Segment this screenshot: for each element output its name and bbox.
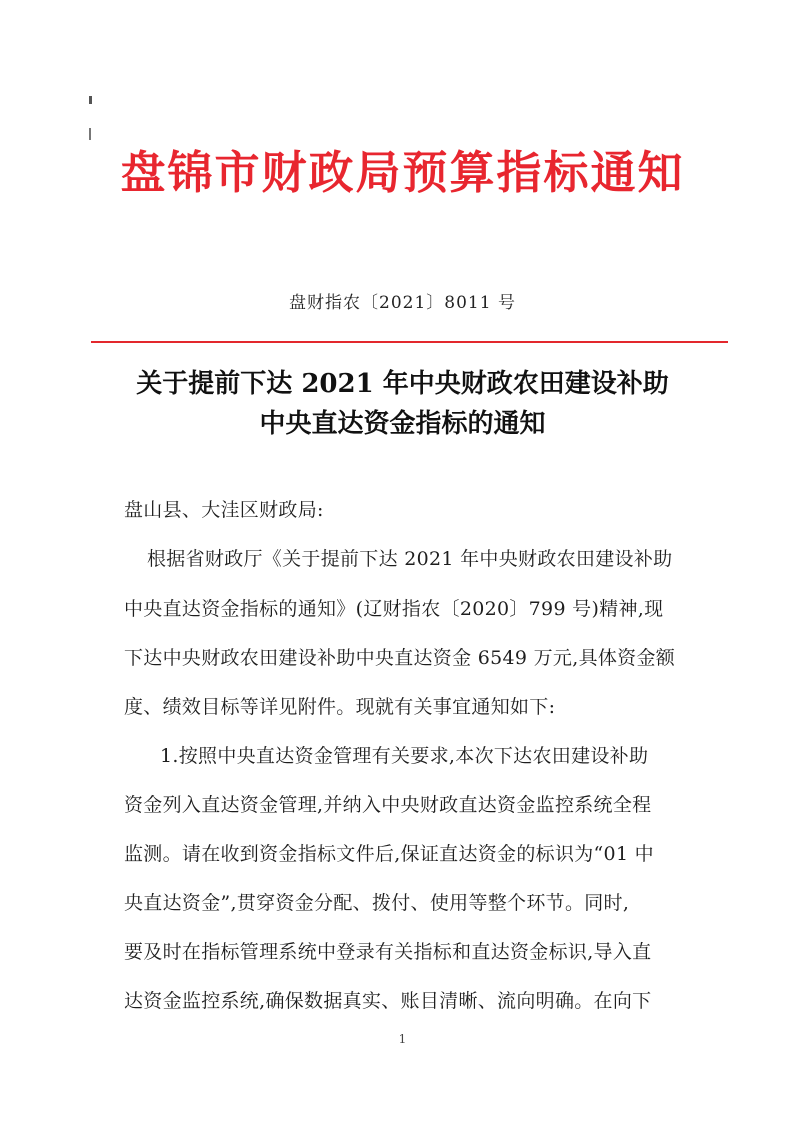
scan-artifact-mark: [89, 96, 92, 104]
issuer-header-title: 盘锦市财政局预算指标通知: [120, 146, 685, 199]
paragraph-2-line-4: 央直达资金”,贯穿资金分配、拨付、使用等整个环节。同时,: [124, 892, 630, 914]
paragraph-1-line-4: 度、绩效目标等详见附件。现就有关事宜通知如下:: [124, 696, 556, 718]
addressee: 盘山县、大洼区财政局:: [124, 499, 324, 521]
paragraph-1-line-3: 下达中央财政农田建设补助中央直达资金 6549 万元,具体资金额: [124, 647, 676, 669]
paragraph-2-line-6: 达资金监控系统,确保数据真实、账目清晰、流向明确。在向下: [124, 990, 652, 1012]
paragraph-2-line-5: 要及时在指标管理系统中登录有关指标和直达资金标识,导入直: [124, 941, 652, 963]
notice-title-line-1: 关于提前下达 2021 年中央财政农田建设补助: [136, 369, 669, 399]
document-number: 盘财指农〔2021〕8011 号: [289, 293, 516, 313]
paragraph-1-line-2: 中央直达资金指标的通知》(辽财指农〔2020〕799 号)精神,现: [124, 598, 664, 620]
notice-title-line-2: 中央直达资金指标的通知: [259, 409, 546, 439]
paragraph-2-line-1: 1.按照中央直达资金管理有关要求,本次下达农田建设补助: [160, 745, 649, 767]
paragraph-2-line-2: 资金列入直达资金管理,并纳入中央财政直达资金监控系统全程: [124, 794, 652, 816]
paragraph-1-line-1: 根据省财政厅《关于提前下达 2021 年中央财政农田建设补助: [147, 548, 673, 570]
body-text: [124, 0, 694, 1137]
page-number: 1: [398, 1032, 407, 1046]
paragraph-2-line-3: 监测。请在收到资金指标文件后,保证直达资金的标识为“01 中: [124, 843, 654, 865]
